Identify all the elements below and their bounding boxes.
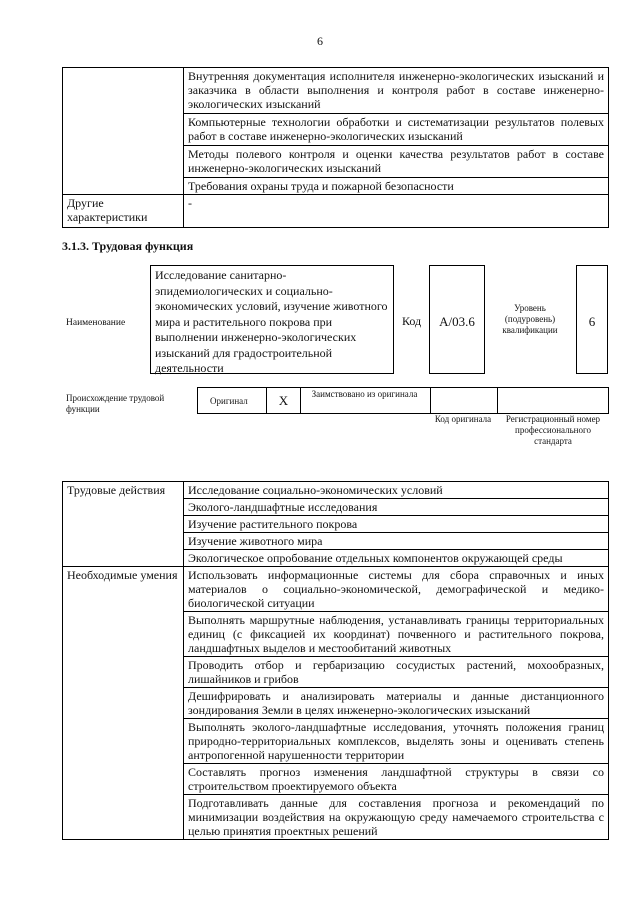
borrowed-label: Заимствовано из оригинала [311,389,418,399]
skill-item: Дешифрировать и анализировать материалы и данные дистанционного зондирования Земли в целях инженерно-экологических изысканий [184,688,609,719]
knowledge-item: Методы полевого контроля и оценки качества результатов работ в составе инженерно-экологических изысканий [184,146,609,178]
other-characteristics-label: Другие характеристики [63,195,184,228]
code-value-box [429,265,485,374]
section-title: 3.1.3. Трудовая функция [62,239,194,253]
level-label: Уровень (подуровень) квалификации [502,303,558,335]
skill-item: Использовать информационные системы для сбора справочных и иных материалов о социально-экономической, демографической и медико-биологической ситуации [184,567,609,612]
level-value: 6 [588,314,596,329]
code-label: Код [402,314,422,328]
skill-item: Проводить отбор и гербаризацию сосудистых растений, мохообразных, лишайников и грибов [184,657,609,688]
actions-label: Трудовые действия [63,482,184,567]
action-item: Изучение растительного покрова [184,516,609,533]
page-number: 6 [317,34,323,48]
function-name-box [150,265,394,374]
function-name: Исследование санитарно-эпидемиологических и социально-экономических условий, изучение животного мира и растительного покрова при выполнении инженерно-экологических изысканий для градостроительной деятельности [155,268,388,375]
skill-item: Выполнять эколого-ландшафтные исследования, уточнять положения границ природно-территориальных комплексов, выделять зоны и оценивать степень антропогенной нарушенности территории [184,719,609,764]
original-cell [198,388,267,413]
action-item: Исследование социально-экономических условий [184,482,609,499]
code-value: А/03.6 [439,314,475,329]
knowledge-item: Внутренняя документация исполнителя инженерно-экологических изысканий и заказчика в области выполнения и контроля работ в составе инженерно-экологических изысканий [184,68,609,114]
name-label: Наименование [66,318,126,328]
knowledge-item: Требования охраны труда и пожарной безопасности [184,178,609,195]
other-characteristics-value: - [184,195,609,228]
table-row [63,68,609,114]
origin-label: Происхождение трудовой функции [66,393,165,414]
action-item: Экологическое опробование отдельных компонентов окружающей среды [184,550,609,567]
original-label: Оригинал [210,396,248,406]
knowledge-item: Компьютерные технологии обработки и систематизации результатов полевых работ в составе инженерно-экологических изысканий [184,114,609,146]
skill-item: Составлять прогноз изменения ландшафтной структуры в связи со строительством проектируемого объекта [184,764,609,795]
skills-label: Необходимые умения [63,567,184,840]
action-item: Изучение животного мира [184,533,609,550]
table-row [63,482,609,499]
skill-item: Подготавливать данные для составления прогноза и рекомендаций по минимизации воздействия на окружающую среду намечаемого строительства с целью принятия проектных решений [184,795,609,840]
knowledge-table [62,67,609,228]
original-mark: X [267,388,301,413]
action-item: Эколого-ландшафтные исследования [184,499,609,516]
reg-caption: Регистрационный номер профессионального стандарта [505,414,601,446]
empty-label-cell [63,68,184,195]
function-details-table [62,481,609,840]
table-row [63,195,609,228]
table-row [63,567,609,612]
skill-item: Выполнять маршрутные наблюдения, устанавливать границы территориальных единиц (с фиксацией их координат) почвенного и растительного покрова, ландшафтных выделов и местообитаний животных [184,612,609,657]
code-caption: Код оригинала [434,414,492,424]
level-value-box [576,265,608,374]
origin-row [197,387,609,414]
original-code-cell [430,388,498,413]
